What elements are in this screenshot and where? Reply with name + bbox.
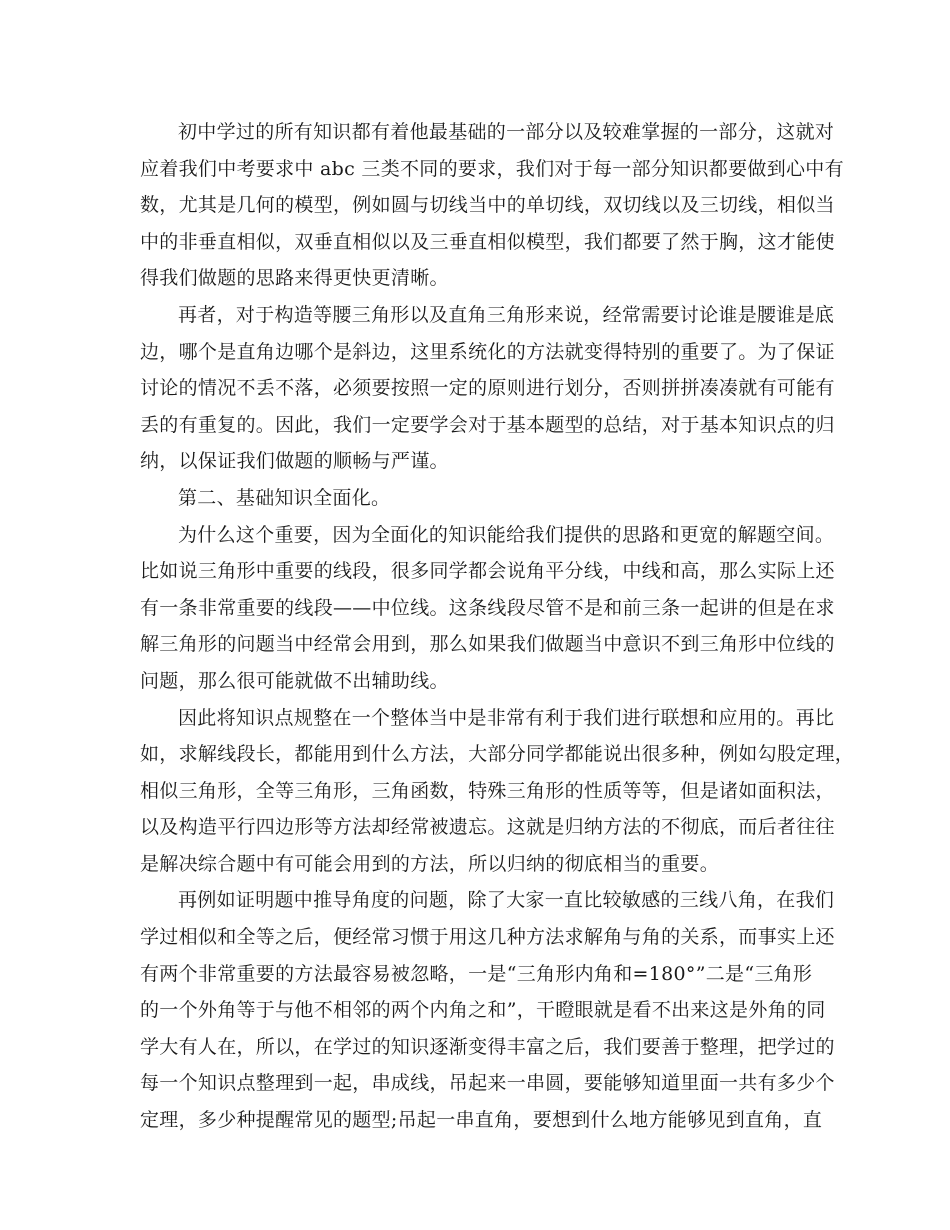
paragraph-line: 是解决综合题中有可能会用到的方法，所以归纳的彻底相当的重要。 <box>140 852 720 875</box>
paragraph-line: 解三角形的问题当中经常会用到，那么如果我们做题当中意识不到三角形中位线的 <box>140 633 835 656</box>
paragraph-line: 中的非垂直相似，双垂直相似以及三垂直相似模型，我们都要了然于胸，这才能使 <box>140 230 835 253</box>
paragraph-line: 丢的有重复的。因此，我们一定要学会对于基本题型的总结，对于基本知识点的归 <box>140 413 835 436</box>
paragraph-line: 相似三角形，全等三角形，三角函数，特殊三角形的性质等等，但是诸如面积法， <box>140 779 835 802</box>
paragraph-line: 有两个非常重要的方法最容易被忽略，一是“三角形内角和=180°”二是“三角形 <box>140 962 813 985</box>
paragraph-line: 数，尤其是几何的模型，例如圆与切线当中的单切线，双切线以及三切线，相似当 <box>140 194 835 217</box>
paragraph-line: 再者，对于构造等腰三角形以及直角三角形来说，经常需要讨论谁是腰谁是底 <box>178 303 835 326</box>
paragraph-line: 纳，以保证我们做题的顺畅与严谨。 <box>140 450 449 473</box>
paragraph-line: 讨论的情况不丢不落，必须要按照一定的原则进行划分，否则拼拼凑凑就有可能有 <box>140 377 835 400</box>
paragraph-line: 学过相似和全等之后，便经常习惯于用这几种方法求解角与角的关系，而事实上还 <box>140 926 835 949</box>
paragraph-line: 边，哪个是直角边哪个是斜边，这里系统化的方法就变得特别的重要了。为了保证 <box>140 340 835 363</box>
paragraph-line: 因此将知识点规整在一个整体当中是非常有利于我们进行联想和应用的。再比 <box>178 706 835 729</box>
paragraph-line: 比如说三角形中重要的线段，很多同学都会说角平分线，中线和高，那么实际上还 <box>140 560 835 583</box>
paragraph-line: 以及构造平行四边形等方法却经常被遗忘。这就是归纳方法的不彻底，而后者往往 <box>140 816 835 839</box>
paragraph-line: 定理，多少种提醒常见的题型;吊起一串直角，要想到什么地方能够见到直角，直 <box>140 1109 823 1132</box>
paragraph-line: 为什么这个重要，因为全面化的知识能给我们提供的思路和更宽的解题空间。 <box>178 523 835 546</box>
paragraph-line: 如，求解线段长，都能用到什么方法，大部分同学都能说出很多种，例如勾股定理， <box>140 743 855 766</box>
paragraph-line: 得我们做题的思路来得更快更清晰。 <box>140 267 449 290</box>
paragraph-line: 再例如证明题中推导角度的问题，除了大家一直比较敏感的三线八角，在我们 <box>178 889 835 912</box>
paragraph-line: 每一个知识点整理到一起，串成线，吊起来一串圆，要能够知道里面一共有多少个 <box>140 1072 835 1095</box>
paragraph-line: 初中学过的所有知识都有着他最基础的一部分以及较难掌握的一部分，这就对 <box>178 121 835 143</box>
paragraph-line: 问题，那么很可能就做不出辅助线。 <box>140 669 449 692</box>
paragraph-line: 有一条非常重要的线段——中位线。这条线段尽管不是和前三条一起讲的但是在求 <box>140 596 835 619</box>
paragraph-line: 学大有人在，所以，在学过的知识逐渐变得丰富之后，我们要善于整理，把学过的 <box>140 1035 835 1058</box>
paragraph-line: 应着我们中考要求中 abc 三类不同的要求，我们对于每一部分知识都要做到心中有 <box>140 157 844 180</box>
document-body <box>140 114 855 1139</box>
paragraph-line: 的一个外角等于与他不相邻的两个内角之和”，干瞪眼就是看不出来这是外角的同 <box>140 999 826 1022</box>
section-heading: 第二、基础知识全面化。 <box>178 486 391 509</box>
